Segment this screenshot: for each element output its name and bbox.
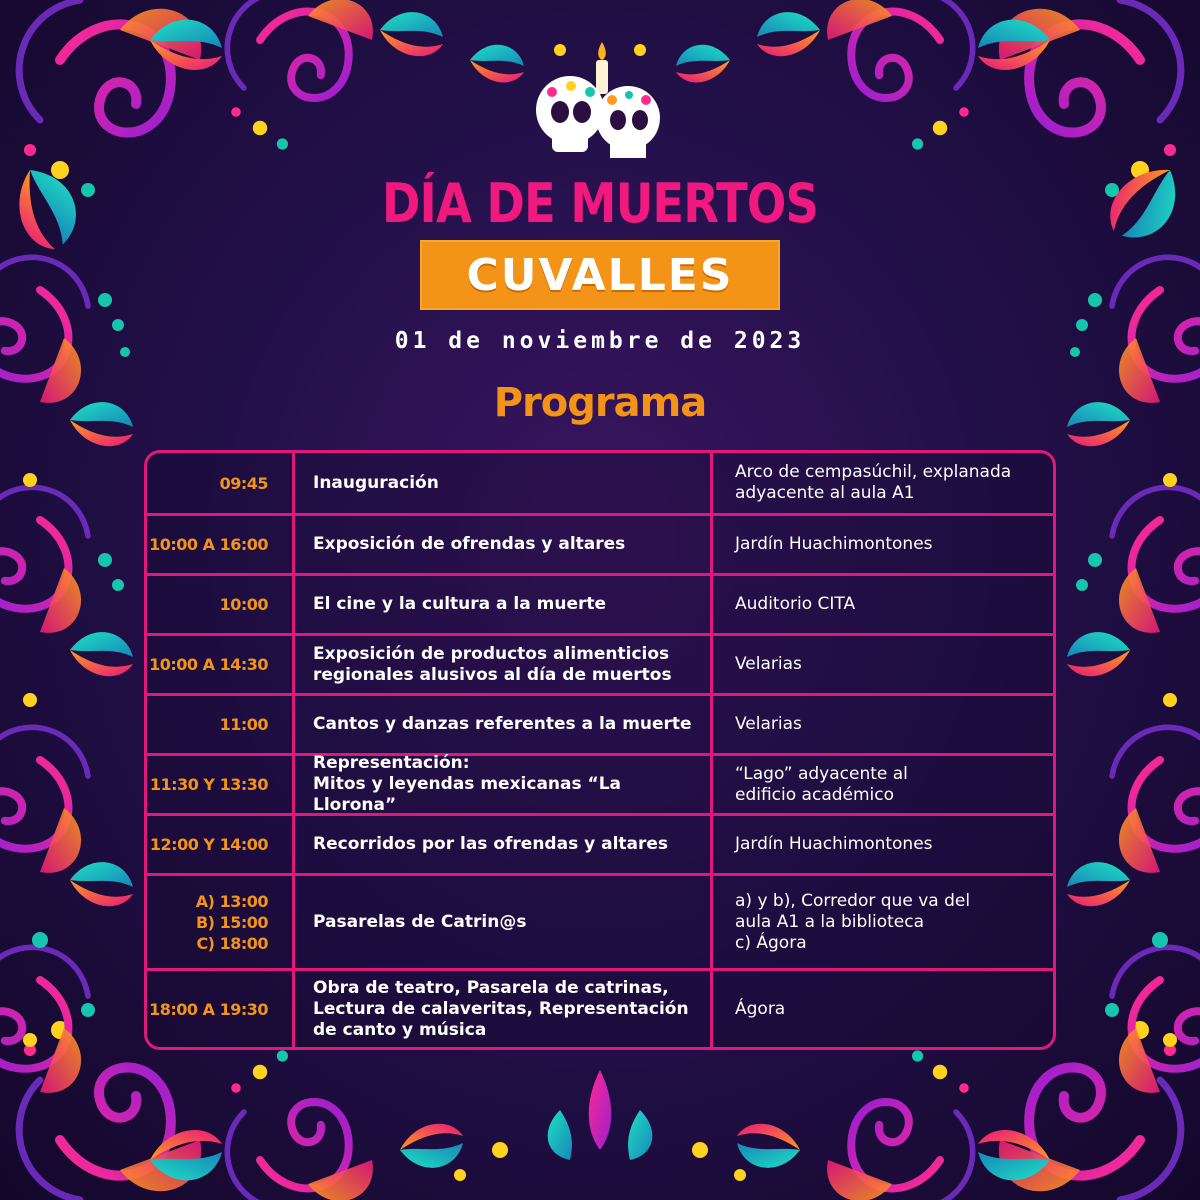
sugar-skull-icon [536, 42, 660, 158]
table-row [147, 633, 1053, 693]
place-cell: a) y b), Corredor que va del aula A1 a la biblioteca c) Ágora [735, 890, 971, 953]
table-row [147, 513, 1053, 573]
section-title: Programa [493, 380, 707, 426]
time-cell: 09:45 [147, 453, 295, 513]
time-cell: 11:30 Y 13:30 [147, 756, 295, 813]
place-cell: Arco de cempasúchil, explanada adyacente al aula A1 [735, 462, 1012, 503]
table-row [147, 873, 1053, 968]
time-cell: 10:00 A 16:00 [147, 516, 295, 573]
place-cell: “Lago” adyacente al edificio académico [735, 763, 908, 805]
time-cell: 18:00 A 19:30 [147, 971, 295, 1047]
papel-picado-banner [420, 240, 780, 310]
event-cell: Inauguración [295, 453, 713, 513]
time-cell: 11:00 [147, 696, 295, 753]
event-cell: Pasarelas de Catrin@s [295, 876, 713, 968]
table-row [147, 813, 1053, 873]
schedule-table [144, 450, 1056, 1050]
place-cell: Jardín Huachimontones [735, 834, 933, 854]
time-cell: 10:00 [147, 576, 295, 633]
time-cell: 10:00 A 14:30 [147, 636, 295, 693]
table-row [147, 693, 1053, 753]
event-cell: Recorridos por las ofrendas y altares [295, 816, 713, 873]
place-cell: Velarias [735, 654, 802, 674]
event-date: 01 de noviembre de 2023 [394, 328, 806, 354]
table-row [147, 968, 1053, 1047]
event-cell: El cine y la cultura a la muerte [295, 576, 713, 633]
event-cell: Representación: Mitos y leyendas mexicanas “La Llorona” [295, 756, 713, 813]
event-cell: Obra de teatro, Pasarela de catrinas, Lectura de calaveritas, Representación de canto y música [295, 971, 713, 1047]
table-row [147, 453, 1053, 513]
event-cell: Exposición de productos alimenticios regionales alusivos al día de muertos [295, 636, 713, 693]
place-cell: Auditorio CITA [735, 594, 856, 614]
place-cell: Jardín Huachimontones [735, 534, 933, 554]
table-row [147, 573, 1053, 633]
place-cell: Velarias [735, 714, 802, 734]
event-cell: Exposición de ofrendas y altares [295, 516, 713, 573]
time-cell: 12:00 Y 14:00 [147, 816, 295, 873]
event-cell: Cantos y danzas referentes a la muerte [295, 696, 713, 753]
time-cell: A) 13:00 B) 15:00 C) 18:00 [147, 876, 295, 968]
event-title: DÍA DE MUERTOS [381, 172, 819, 235]
table-row [147, 753, 1053, 813]
banner-text: CUVALLES [466, 250, 734, 301]
place-cell: Ágora [735, 998, 786, 1019]
